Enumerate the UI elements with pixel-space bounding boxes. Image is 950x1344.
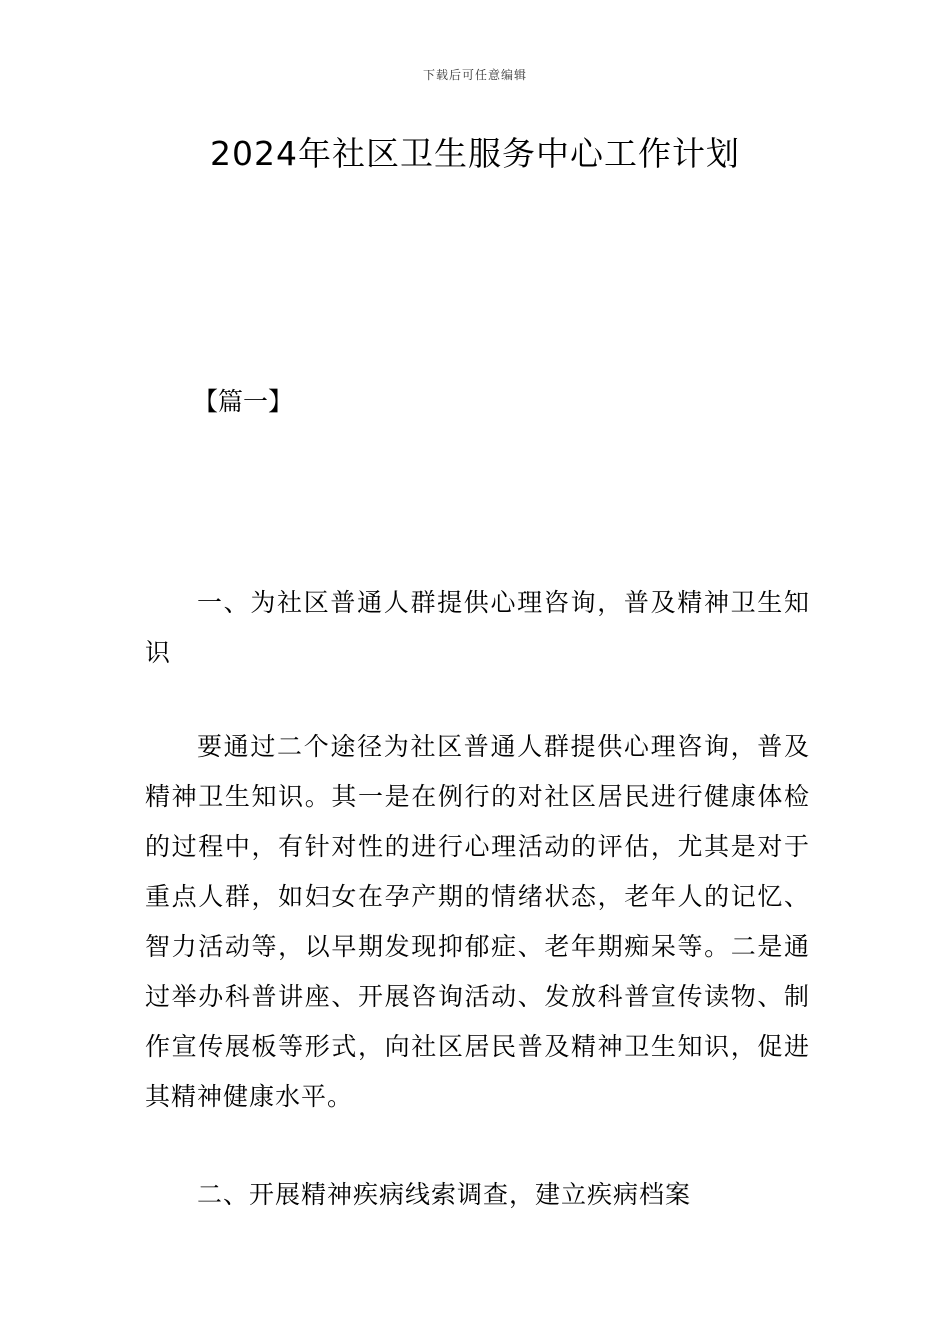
section-tag: 【篇一】 (193, 387, 294, 416)
header-note: 下载后可任意编辑 (422, 68, 527, 82)
section-heading-2: 二、开展精神疾病线索调查，建立疾病档案 (197, 1180, 692, 1209)
body-paragraph-1: 要通过二个途径为社区普通人群提供心理咨询，普及精神卫生知识。其一是在例行的对社区居民进行健康体检的过程中，有针对性的进行心理活动的评估，尤其是对于重点人群，如妇女在孕产期的情绪状态，老年人的记忆、智力活动等，以早期发现抑郁症、老年期痴呆等。二是通过举办科普讲座、开展咨询活动、发放科普宣传读物、制作宣传展板等形式，向社区居民普及精神卫生知识，促进其精神健康水平。 (145, 732, 810, 1111)
document-title: 2024年社区卫生服务中心工作计划 (210, 134, 740, 173)
section-heading-1: 一、为社区普通人群提供心理咨询，普及精神卫生知识 (145, 588, 810, 667)
